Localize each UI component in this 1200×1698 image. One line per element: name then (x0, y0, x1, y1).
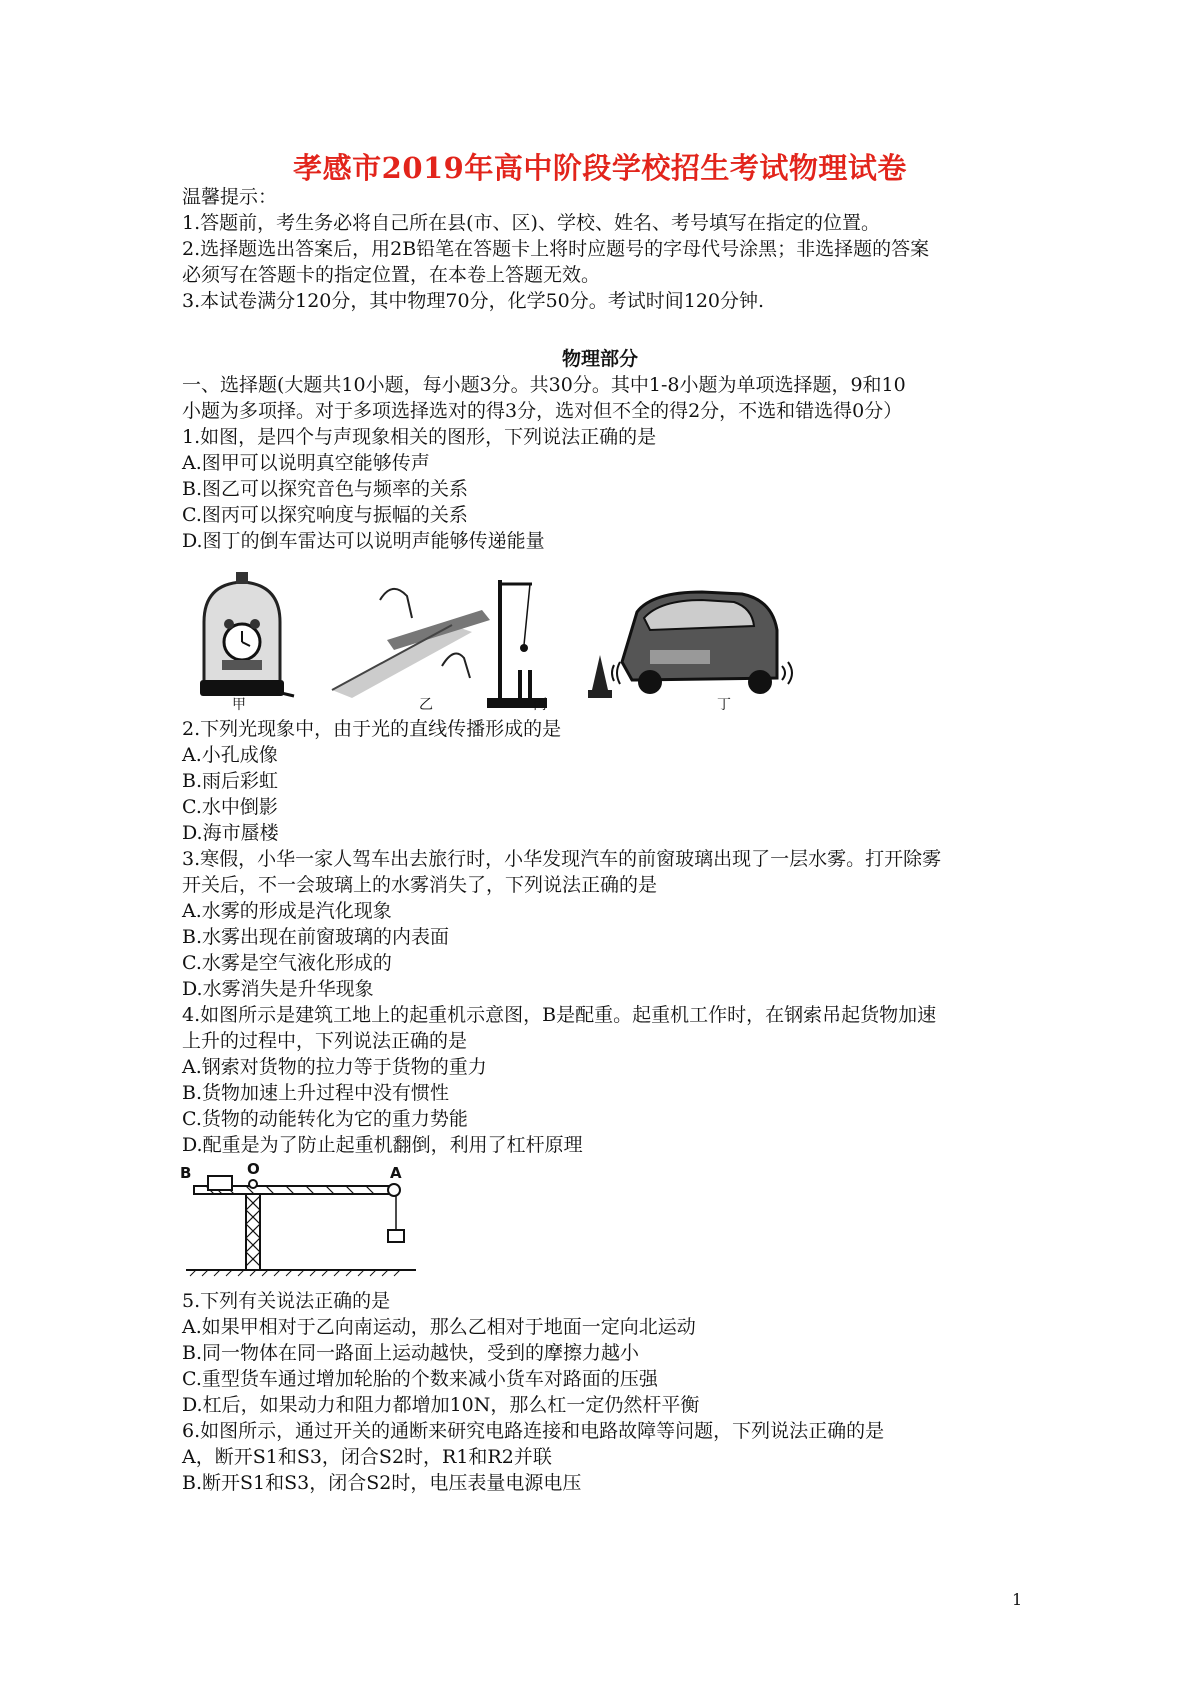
figure-caption: 甲 (232, 697, 246, 713)
figure-caption: 丁 (717, 697, 731, 713)
q2-option: A.小孔成像 (182, 744, 278, 766)
q2-stem: 2.下列光现象中，由于光的直线传播形成的是 (182, 718, 562, 740)
notice-item: 必须写在答题卡的指定位置，在本卷上答题无效。 (182, 264, 601, 286)
q5-stem: 5.下列有关说法正确的是 (182, 1290, 391, 1312)
crane-label-o: O (247, 1160, 260, 1178)
crane-figure (186, 1166, 416, 1281)
ruler-figure (332, 589, 490, 698)
q4-option: B.货物加速上升过程中没有惯性 (182, 1082, 450, 1104)
crane-label-a: A (390, 1164, 402, 1182)
notice-heading: 温馨提示： (182, 186, 278, 208)
q4-option: A.钢索对货物的拉力等于货物的重力 (182, 1056, 487, 1078)
notice-item: 1.答题前，考生务必将自己所在县(市、区)、学校、姓名、考号填写在指定的位置。 (182, 212, 880, 234)
q1-option: D.图丁的倒车雷达可以说明声能够传递能量 (182, 530, 545, 552)
q5-option: A.如果甲相对于乙向南运动，那么乙相对于地面一定向北运动 (182, 1316, 696, 1338)
tuning-fork-figure (487, 580, 547, 708)
exam-title: 孝感市2019年高中阶段学校招生考试物理试卷 (293, 151, 907, 185)
q3-option: C.水雾是空气液化形成的 (182, 952, 392, 974)
crane-label-b: B (180, 1164, 192, 1182)
q4-option: C.货物的动能转化为它的重力势能 (182, 1108, 468, 1130)
q3-option: A.水雾的形成是汽化现象 (182, 900, 392, 922)
notice-item: 3.本试卷满分120分，其中物理70分，化学50分。考试时间120分钟. (182, 290, 765, 312)
q1-stem: 1.如图，是四个与声现象相关的图形，下列说法正确的是 (182, 426, 657, 448)
q5-option: B.同一物体在同一路面上运动越快，受到的摩擦力越小 (182, 1342, 640, 1364)
q2-option: C.水中倒影 (182, 796, 278, 818)
car-radar-figure (588, 592, 792, 698)
q3-stem: 3.寒假，小华一家人驾车出去旅行时，小华发现汽车的前窗玻璃出现了一层水雾。打开除雾 (182, 848, 942, 870)
bell-jar-figure (200, 572, 294, 696)
section-intro: 一、选择题(大题共10小题，每小题3分。共30分。其中1-8小题为单项选择题，9和10 (182, 374, 906, 396)
q1-figure-row (182, 570, 802, 720)
q6-option: B.断开S1和S3，闭合S2时，电压表量电源电压 (182, 1472, 582, 1494)
q4-stem: 上升的过程中，下列说法正确的是 (182, 1030, 468, 1052)
q1-option: B.图乙可以探究音色与频率的关系 (182, 478, 469, 500)
q5-option: C.重型货车通过增加轮胎的个数来减小货车对路面的压强 (182, 1368, 658, 1390)
q3-option: D.水雾消失是升华现象 (182, 978, 374, 1000)
figure-caption: 丙 (533, 697, 547, 713)
section-intro: 小题为多项择。对于多项选择选对的得3分，选对但不全的得2分，不选和错选得0分） (182, 400, 903, 422)
q4-option: D.配重是为了防止起重机翻倒，利用了杠杆原理 (182, 1134, 583, 1156)
q1-option: C.图丙可以探究响度与振幅的关系 (182, 504, 468, 526)
q2-option: B.雨后彩虹 (182, 770, 279, 792)
page-number: 1 (1012, 1590, 1023, 1609)
figure-caption: 乙 (419, 697, 433, 713)
q3-stem: 开关后，不一会玻璃上的水雾消失了，下列说法正确的是 (182, 874, 658, 896)
notice-item: 2.选择题选出答案后，用2B铅笔在答题卡上将时应题号的字母代号涂黑；非选择题的答案 (182, 238, 930, 260)
q3-option: B.水雾出现在前窗玻璃的内表面 (182, 926, 450, 948)
q1-option: A.图甲可以说明真空能够传声 (182, 452, 430, 474)
q4-stem: 4.如图所示是建筑工地上的起重机示意图，B是配重。起重机工作时，在钢索吊起货物加速 (182, 1004, 937, 1026)
q6-stem: 6.如图所示，通过开关的通断来研究电路连接和电路故障等问题，下列说法正确的是 (182, 1420, 885, 1442)
q5-option: D.杠后，如果动力和阻力都增加10N，那么杠一定仍然杆平衡 (182, 1394, 700, 1416)
q2-option: D.海市蜃楼 (182, 822, 279, 844)
section-title: 物理部分 (561, 348, 638, 370)
q6-option: A，断开S1和S3，闭合S2时，R1和R2并联 (182, 1446, 552, 1468)
